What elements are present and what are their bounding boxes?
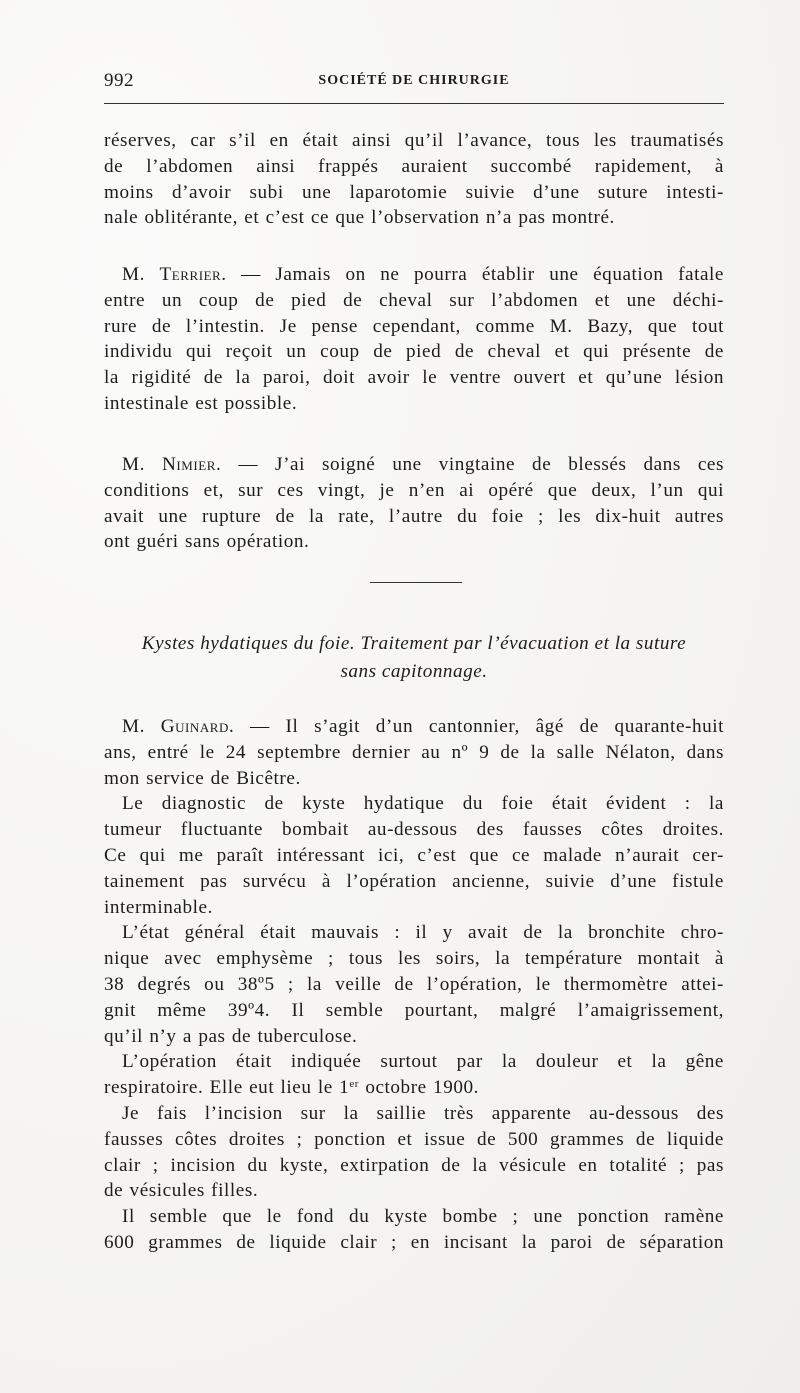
running-title: SOCIÉTÉ DE CHIRURGIE — [318, 73, 510, 88]
text-line: intestinale est possible. — [104, 392, 298, 414]
text-fragment: octobre 1900. — [358, 1077, 479, 1099]
text-line: gnit même 39º4. Il semble pourtant, malgré l’amaigrissement, — [104, 999, 724, 1021]
text-line: moins d’avoir subi une laparotomie suivie d’une suture intesti- — [104, 181, 724, 203]
text-line: nique avec emphysème ; tous les soirs, la température montait à — [104, 948, 724, 970]
text-line: rure de l’intestin. Je pense cependant, comme M. Bazy, que tout — [104, 315, 724, 337]
speaker-text: . — Il s’agit d’un cantonnier, âgé de quarante-huit — [228, 716, 724, 737]
paragraph-reserves — [104, 128, 724, 231]
text-line: avait une rupture de la rate, l’autre du foie ; les dix-huit autres — [104, 505, 724, 527]
speaker-line — [104, 262, 724, 288]
text-line: 600 grammes de liquide clair ; en incisant la paroi de séparation — [104, 1231, 724, 1253]
text-line: nale oblitérante, et c’est ce que l’observation n’a pas montré. — [104, 207, 615, 229]
speaker-name: Guinard — [160, 716, 229, 737]
text-line: réserves, car s’il en était ainsi qu’il l’avance, tous les traumatisés — [104, 130, 724, 151]
speaker-line — [104, 452, 724, 478]
text-line: fausses côtes droites ; ponction et issue de 500 grammes de liquide — [104, 1128, 724, 1150]
section-title-line: Kystes hydatiques du foie. Traitement par l’évacuation et la suture — [141, 633, 687, 654]
header-rule — [104, 103, 724, 104]
text-line: entre un coup de pied de cheval sur l’abdomen et une déchi- — [104, 289, 724, 311]
text-line: tumeur fluctuante bombait au-dessous des fausses côtes droites. — [104, 819, 724, 841]
text-fragment: respiratoire. Elle eut lieu le 1 — [104, 1077, 350, 1099]
text-line: de vésicules filles. — [104, 1180, 259, 1202]
text-line: ans, entré le 24 septembre dernier au nº 9 de la salle Nélaton, dans — [104, 741, 724, 763]
text-line: individu qui reçoit un coup de pied de cheval et qui présente de — [104, 341, 724, 363]
text-line: Ce qui me paraît intéressant ici, c’est que ce malade n’aurait cer- — [104, 844, 724, 866]
text-line: interminable. — [104, 896, 213, 918]
paragraph-nimier — [104, 452, 724, 555]
text-line: clair ; incision du kyste, extirpation de la vésicule en totalité ; pas — [104, 1154, 724, 1176]
text-line: Le diagnostic de kyste hydatique du foie était évident : la — [122, 793, 724, 815]
section-separator — [370, 582, 462, 583]
text-line: L’opération était indiquée surtout par la douleur et la gêne — [122, 1051, 724, 1073]
text-line: ont guéri sans opération. — [104, 531, 310, 553]
text-line: Il semble que le fond du kyste bombe ; une ponction ramène — [122, 1206, 724, 1228]
speaker-line — [104, 714, 724, 740]
text-line: conditions et, sur ces vingt, je n’en ai opéré que deux, l’un qui — [104, 479, 724, 501]
superscript: er — [349, 1078, 359, 1091]
speaker-name: Nimier — [161, 454, 216, 475]
speaker-prefix: M. — [122, 264, 160, 285]
page-header — [104, 70, 724, 94]
section-title-line: sans capitonnage. — [340, 661, 488, 682]
text-line: mon service de Bicêtre. — [104, 767, 301, 789]
text-line: qu’il n’y a pas de tuberculose. — [104, 1025, 358, 1047]
text-line: L’état général était mauvais : il y avait de la bronchite chro- — [122, 922, 724, 944]
text-line: la rigidité de la paroi, doit avoir le ventre ouvert et qu’une lésion — [104, 367, 724, 389]
text-line — [104, 1075, 724, 1101]
speaker-name: Terrier — [159, 264, 222, 285]
speaker-text: . — J’ai soigné une vingtaine de blessés dans ces — [215, 454, 724, 475]
speaker-prefix: M. — [122, 716, 161, 737]
paragraph-terrier — [104, 262, 724, 417]
text-line: 38 degrés ou 38º5 ; la veille de l’opération, le thermomètre attei- — [104, 973, 724, 995]
speaker-prefix: M. — [122, 454, 162, 475]
paragraph-guinard — [104, 714, 724, 1256]
section-title — [104, 630, 724, 686]
speaker-text: . — Jamais on ne pourra établir une équation fatale — [221, 264, 724, 285]
text-line: Je fais l’incision sur la saillie très apparente au-dessous des — [122, 1102, 724, 1124]
text-line: tainement pas survécu à l’opération ancienne, suivie d’une fistule — [104, 870, 724, 892]
text-line: de l’abdomen ainsi frappés auraient succombé rapidement, à — [104, 155, 724, 177]
page-number: 992 — [104, 70, 134, 91]
